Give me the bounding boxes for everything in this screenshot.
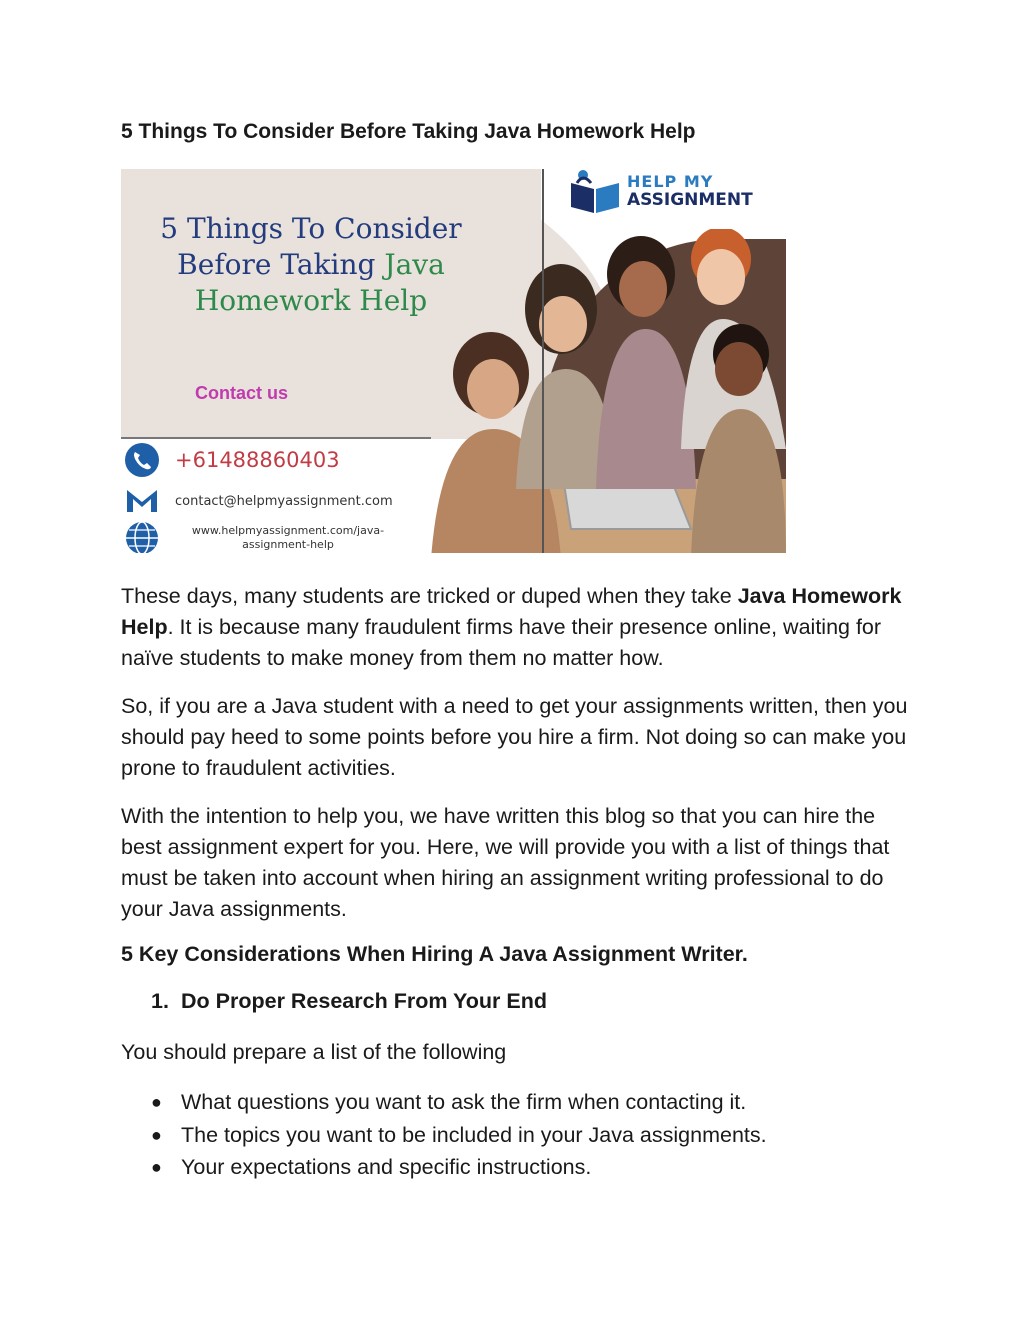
banner-headline-line2b: Java	[384, 248, 445, 281]
item1-intro: You should prepare a list of the following	[121, 1040, 507, 1064]
banner-phone-row	[123, 441, 340, 479]
phone-icon	[123, 441, 161, 479]
banner-headline	[141, 211, 481, 319]
logo-text-line2: ASSIGNMENT	[627, 190, 753, 210]
document-title: 5 Things To Consider Before Taking Java Homework Help	[121, 120, 696, 143]
list-item	[151, 1086, 767, 1119]
bullet-icon: ●	[151, 1092, 162, 1112]
intro-paragraph-3: With the intention to help you, we have written this blog so that you can hire the best assignment expert for you. Here, we will provide you with a list of things that must be taken into account when hiring an assignment writing professional to do your Java assignments.	[121, 804, 890, 921]
banner-website-row	[123, 519, 403, 553]
banner-email-row	[123, 482, 393, 520]
banner-contact-divider	[121, 437, 431, 439]
list-item	[151, 1151, 767, 1184]
banner-phone-number: +61488860403	[175, 448, 340, 472]
numbered-item-number: 1.	[151, 989, 169, 1013]
brand-logo	[569, 169, 753, 213]
bullet-icon: ●	[151, 1157, 162, 1177]
intro-paragraph-1	[121, 581, 921, 674]
mail-icon	[123, 482, 161, 520]
banner-headline-line2a: Before Taking	[177, 248, 385, 281]
bullet-icon: ●	[151, 1124, 162, 1145]
section-heading: 5 Key Considerations When Hiring A Java Assignment Writer.	[121, 942, 748, 966]
list-item	[151, 1119, 767, 1152]
banner-website: www.helpmyassignment.com/java-assignment-help	[191, 524, 385, 551]
list-item-text: What questions you want to ask the firm when contacting it.	[181, 1090, 747, 1114]
bullet-list	[151, 1086, 767, 1184]
banner-image	[121, 169, 786, 553]
banner-headline-line3: Homework Help	[194, 284, 428, 317]
banner-divider	[542, 169, 544, 553]
intro-paragraph-2: So, if you are a Java student with a need to get your assignments written, then you should pay heed to some points before you hire a firm. Not doing so can make you prone to fraudulent activities.	[121, 694, 908, 780]
intro-p1-text: These days, many students are tricked or duped when they take	[121, 584, 738, 608]
numbered-item-title: Do Proper Research From Your End	[181, 989, 547, 1013]
banner-headline-line1: 5 Things To Consider	[160, 212, 462, 245]
globe-icon	[123, 519, 161, 553]
list-item-text: Your expectations and specific instructions.	[181, 1155, 592, 1179]
intro-p1-text-end: . It is because many fraudulent firms have their presence online, waiting for naïve students to make money from them no matter how.	[121, 615, 882, 670]
list-item-text: The topics you want to be included in your Java assignments.	[181, 1122, 767, 1147]
numbered-item-1	[151, 989, 547, 1014]
banner-contact-label: Contact us	[195, 383, 289, 403]
book-logo-icon	[569, 169, 621, 213]
logo-text-line1: HELP MY	[627, 172, 714, 191]
java-homework-help-keyword: Java Homework Help	[121, 584, 902, 639]
banner-email: contact@helpmyassignment.com	[175, 493, 393, 509]
